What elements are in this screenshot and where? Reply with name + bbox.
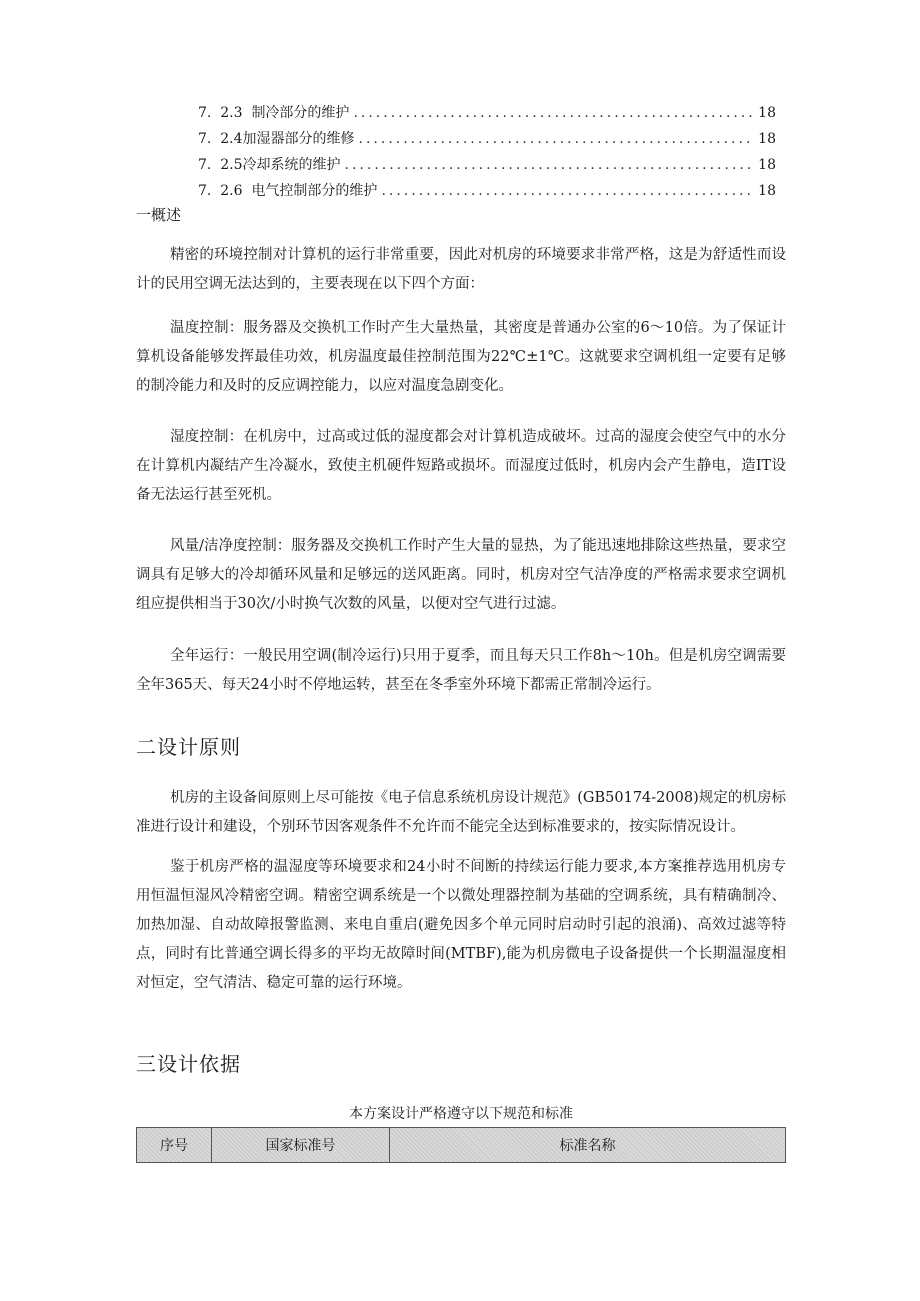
column-header-standard-name: 标准名称: [390, 1128, 786, 1163]
toc-entry-label: 7. 2.4加湿器部分的维修: [198, 131, 355, 147]
paragraph-temperature: 温度控制：服务器及交换机工作时产生大量热量，其密度是普通办公室的6～10倍。为了保证计算机设备能够发挥最佳功效，机房温度最佳控制范围为22℃±1℃。这就要求空调机组一定要有足够的制冷能力和及时的反应调控能力，以应对温度急剧变化。: [136, 320, 786, 394]
toc-page-number: 18: [758, 105, 776, 121]
toc-leader-dots: [359, 126, 755, 152]
section-heading-design-principles: 二设计原则: [136, 735, 241, 759]
column-header-standard-number: 国家标准号: [212, 1128, 390, 1163]
toc-entry-label: 7. 2.5冷却系统的维护: [198, 157, 341, 173]
toc-entry-label: 7. 2.3 制冷部分的维护: [198, 105, 350, 121]
paragraph-recommendation: 鉴于机房严格的温湿度等环境要求和24小时不间断的持续运行能力要求,本方案推荐选用机房专用恒温恒湿风冷精密空调。精密空调系统是一个以微处理器控制为基础的空调系统，具有精确制冷、加热加湿、自动故障报警监测、来电自重启(避免因多个单元同时启动时引起的浪涌)、高效过滤等特点，同时有比普通空调长得多的平均无故障时间(MTBF),能为机房微电子设备提供一个长期温湿度相对恒定，空气清洁、稳定可靠的运行环境。: [136, 859, 786, 991]
toc-entry-label: 7. 2.6 电气控制部分的维护: [198, 183, 378, 199]
paragraph-standard: 机房的主设备间原则上尽可能按《电子信息系统机房设计规范》(GB50174-2008)规定的机房标准进行设计和建设，个别环节因客观条件不允许而不能完全达到标准要求的，按实际情况设计。: [136, 790, 786, 835]
toc-page-number: 18: [758, 131, 776, 147]
standards-table: [136, 1127, 786, 1163]
table-of-contents: [198, 100, 776, 204]
paragraph-year-round: 全年运行：一般民用空调(制冷运行)只用于夏季，而且每天只工作8h～10h。但是机房空调需要全年365天、每天24小时不停地运转，甚至在冬季室外环境下都需正常制冷运行。: [136, 648, 786, 693]
toc-page-number: 18: [758, 183, 776, 199]
section-heading-design-basis: 三设计依据: [136, 1052, 241, 1076]
section-heading-overview: 一概述: [136, 206, 182, 224]
table-caption: 本方案设计严格遵守以下规范和标准: [349, 1106, 573, 1122]
table-header-row: [137, 1128, 786, 1163]
column-header-index: 序号: [137, 1128, 212, 1163]
paragraph-intro: 精密的环境控制对计算机的运行非常重要，因此对机房的环境要求非常严格，这是为舒适性而设计的民用空调无法达到的，主要表现在以下四个方面：: [136, 247, 786, 292]
toc-page-number: 18: [758, 157, 776, 173]
toc-entry[interactable]: [198, 126, 776, 152]
toc-entry[interactable]: [198, 100, 776, 126]
toc-entry[interactable]: [198, 152, 776, 178]
toc-leader-dots: [381, 178, 754, 204]
toc-entry[interactable]: [198, 178, 776, 204]
paragraph-airflow: 风量/洁净度控制：服务器及交换机工作时产生大量的显热，为了能迅速地排除这些热量，要求空调具有足够大的冷却循环风量和足够远的送风距离。同时，机房对空气洁净度的严格需求要求空调机组应提供相当于30次/小时换气次数的风量，以便对空气进行过滤。: [136, 538, 786, 612]
toc-leader-dots: [353, 100, 754, 126]
paragraph-humidity: 湿度控制：在机房中，过高或过低的湿度都会对计算机造成破坏。过高的湿度会使空气中的水分在计算机内凝结产生冷凝水，致使主机硬件短路或损坏。而湿度过低时，机房内会产生静电，造IT设备无法运行甚至死机。: [136, 429, 786, 503]
toc-leader-dots: [345, 152, 755, 178]
